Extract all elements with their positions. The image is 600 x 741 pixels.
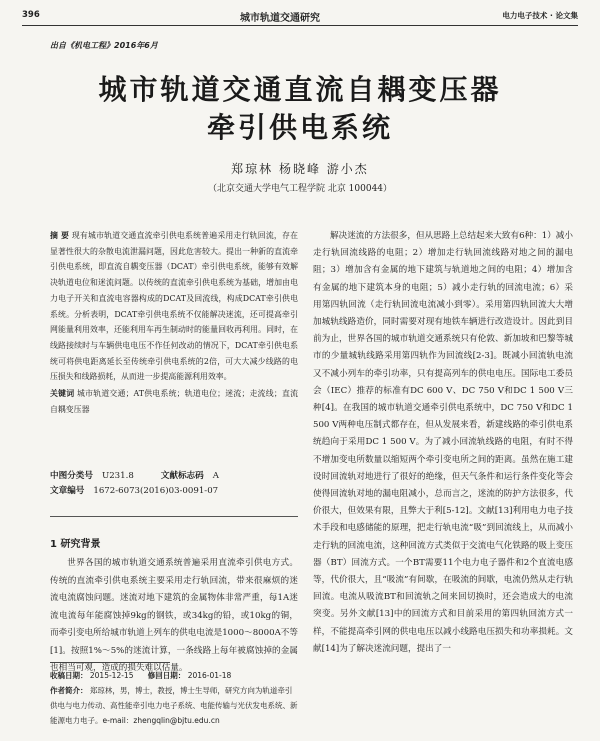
- author-bio-text: 郑琼林，男，博士，教授，博士生导师，研究方向为轨道牵引供电与电力传动、高性能牵引电力电子系统、电能传输与光伏发电系统、新能源电力电子。e-mail：zhengqlin@bjtu.edu.cn: [50, 686, 298, 725]
- title-line-2: 牵引供电系统: [206, 111, 393, 144]
- revised-label: 修回日期：: [147, 671, 186, 680]
- footnote: [50, 668, 298, 728]
- clc-label: 中图分类号: [50, 471, 93, 481]
- section-body: [50, 555, 298, 678]
- clc-value: U231.8: [101, 471, 134, 481]
- section-heading: 1 研究背景: [50, 539, 101, 550]
- journal-name: 城市轨道交通研究: [240, 13, 320, 24]
- doc-code-label: 文献标志码: [160, 471, 204, 481]
- article-row: [50, 484, 298, 499]
- section-text: 世界各国的城市轨道交通系统普遍采用直流牵引供电方式。传统的直流牵引供电系统主要采用走行轨回流，带来很麻烦的迷流电流腐蚀问题。迷流对地下建筑的金属物体非常严重，每1A迷流电流每年能腐蚀掉9kg的钢铁，或34kg的铅，或10kg的铜，而牵引变电所给城市轨道上列车的供电电流是1000～8000A不等[1]。按照1%～5%的迷流计算，一条线路上每年被腐蚀掉的金属也相当可观，造成的损失难以估量。: [50, 558, 298, 673]
- header-rule: [22, 25, 578, 26]
- dates-row: [50, 668, 298, 683]
- article-number-label: 文章编号: [50, 486, 85, 496]
- abstract-text: 现有城市轨道交通直流牵引供电系统普遍采用走行轨回流，存在显著性很大的杂散电流泄漏问题，因此危害较大。提出一种新的直流牵引供电系统，即直流自耦变压器（DCAT）牵引供电系统，能够有效解决轨道电位和迷流问题。以传统的直流牵引供电系统为基础，增加由电力电子开关和直流电容器构成的DCAT及回流线，构成DCAT牵引供电系统。分析表明，DCAT牵引供电系统不仅能解决迷流，还可提高牵引网能量利用效率，还能利用车再生制动时的能量回收再利用。同时，在线路接续时与车辆供电电压不作任何改动的情况下，DCAT牵引供电系统可将供电距离延长至传统牵引供电系统的2倍，可大大减少线路的电压损失和线路损耗，从而进一步提高能源利用效率。: [50, 231, 298, 382]
- keywords-text: 城市轨道交通；AT供电系统；轨道电位；迷流；走流线；直流自耦变压器: [50, 389, 298, 414]
- keywords: [50, 386, 298, 417]
- right-column-text: 解决迷流的方法很多，但从思路上总结起来大致有6种：1）减小走行轨回流线路的电阻；2）增加走行轨回流线路对地之间的漏电阻；3）增加含有金属的地下建筑与轨道地之间的电阻；4）增加含有金属的地下建筑本身的电阻；5）减小走行轨的回流电流；6）采用第四轨回流（走行轨回流电流减小到零）。采用第四轨回流大大增加城轨线路造价，同时需要对现有地铁车辆进行改造设计。因此到目前为止，世界各国的城市轨道交通系统只有伦敦、新加坡和巴黎等城市的少量城轨线路采用第四轨作为回流线[2-3]。既减小回流轨电流又不减小列车的牵引功率，只有提高列车的供电电压。国际电工委员会（IEC）推荐的标准有DC 600 V、DC 750 V和DC 1 500 V三种[4]。在我国的城市轨道交通牵引供电系统中，DC 750 V和DC 1 500 V两种电压制式都存在，但从发展来看，新建线路的牵引供电系统趋向于采用DC 1 500 V。为了减小回流轨线路的电阻，有时不得不增加变电所数量以缩短两个牵引变电所之间的距离。虽然在施工建设时回流轨对地进行了很好的绝缘，但天气条件和运行条件变化等会使得回流轨对地的漏电阻减小，总而言之，迷流的防护方法很多，代价很大，但效果有限，且弊大于利[5-12]。文献[13]利用电力电子技术手段和电感储能的原理，把走行轨电流“吸”到回流线上，从而减小走行轨的回流电流，这种回流方式类似于交流电气化铁路的吸上变压器（BT）回流方式。一个BT需要11个电力电子器件和2个直流电感等，代价很大，且“吸流”有间歇，在吸流的间歇，电流仍然从走行轨回流。电流从吸流BT和回流轨之间来回切换时，还会造成大的电流突变。另外文献[13]中的回流方式和目前采用的第四轨回流方式一样，不能提高牵引网的供电电压以减小线路电压损失和功率损耗。文献[14]为了解决迷流问题，提出了一: [313, 231, 573, 654]
- affiliation: （北京交通大学电气工程学院 北京 100044）: [207, 184, 393, 194]
- revised-date: 2016-01-18: [187, 671, 232, 680]
- clc-row: [50, 469, 298, 484]
- article-number-value: 1672-6073(2016)03-0091-07: [93, 486, 219, 496]
- page-number: 396: [22, 10, 40, 20]
- author-bio: [50, 683, 298, 728]
- received-label: 收稿日期：: [50, 671, 88, 680]
- authors: 郑琼林 杨晓峰 游小杰: [231, 162, 369, 176]
- abstract-block: [50, 228, 298, 448]
- title-line-1: 城市轨道交通直流自耦变压器: [98, 73, 502, 106]
- right-column-body: [313, 228, 573, 658]
- source-line: 出自《机电工程》2016年6月: [50, 41, 158, 50]
- abstract-divider: [50, 516, 298, 517]
- received-date: 2015-12-15: [89, 671, 134, 680]
- running-header: [22, 8, 578, 24]
- header-category: 电力电子技术 · 论文集: [502, 11, 578, 20]
- classification-block: [50, 469, 298, 499]
- keywords-label: 关键词: [50, 389, 75, 399]
- abstract-label: 摘 要: [50, 231, 70, 240]
- author-bio-label: 作者简介：: [50, 686, 88, 695]
- footnote-rule: [50, 662, 170, 663]
- doc-code-value: A: [212, 471, 219, 481]
